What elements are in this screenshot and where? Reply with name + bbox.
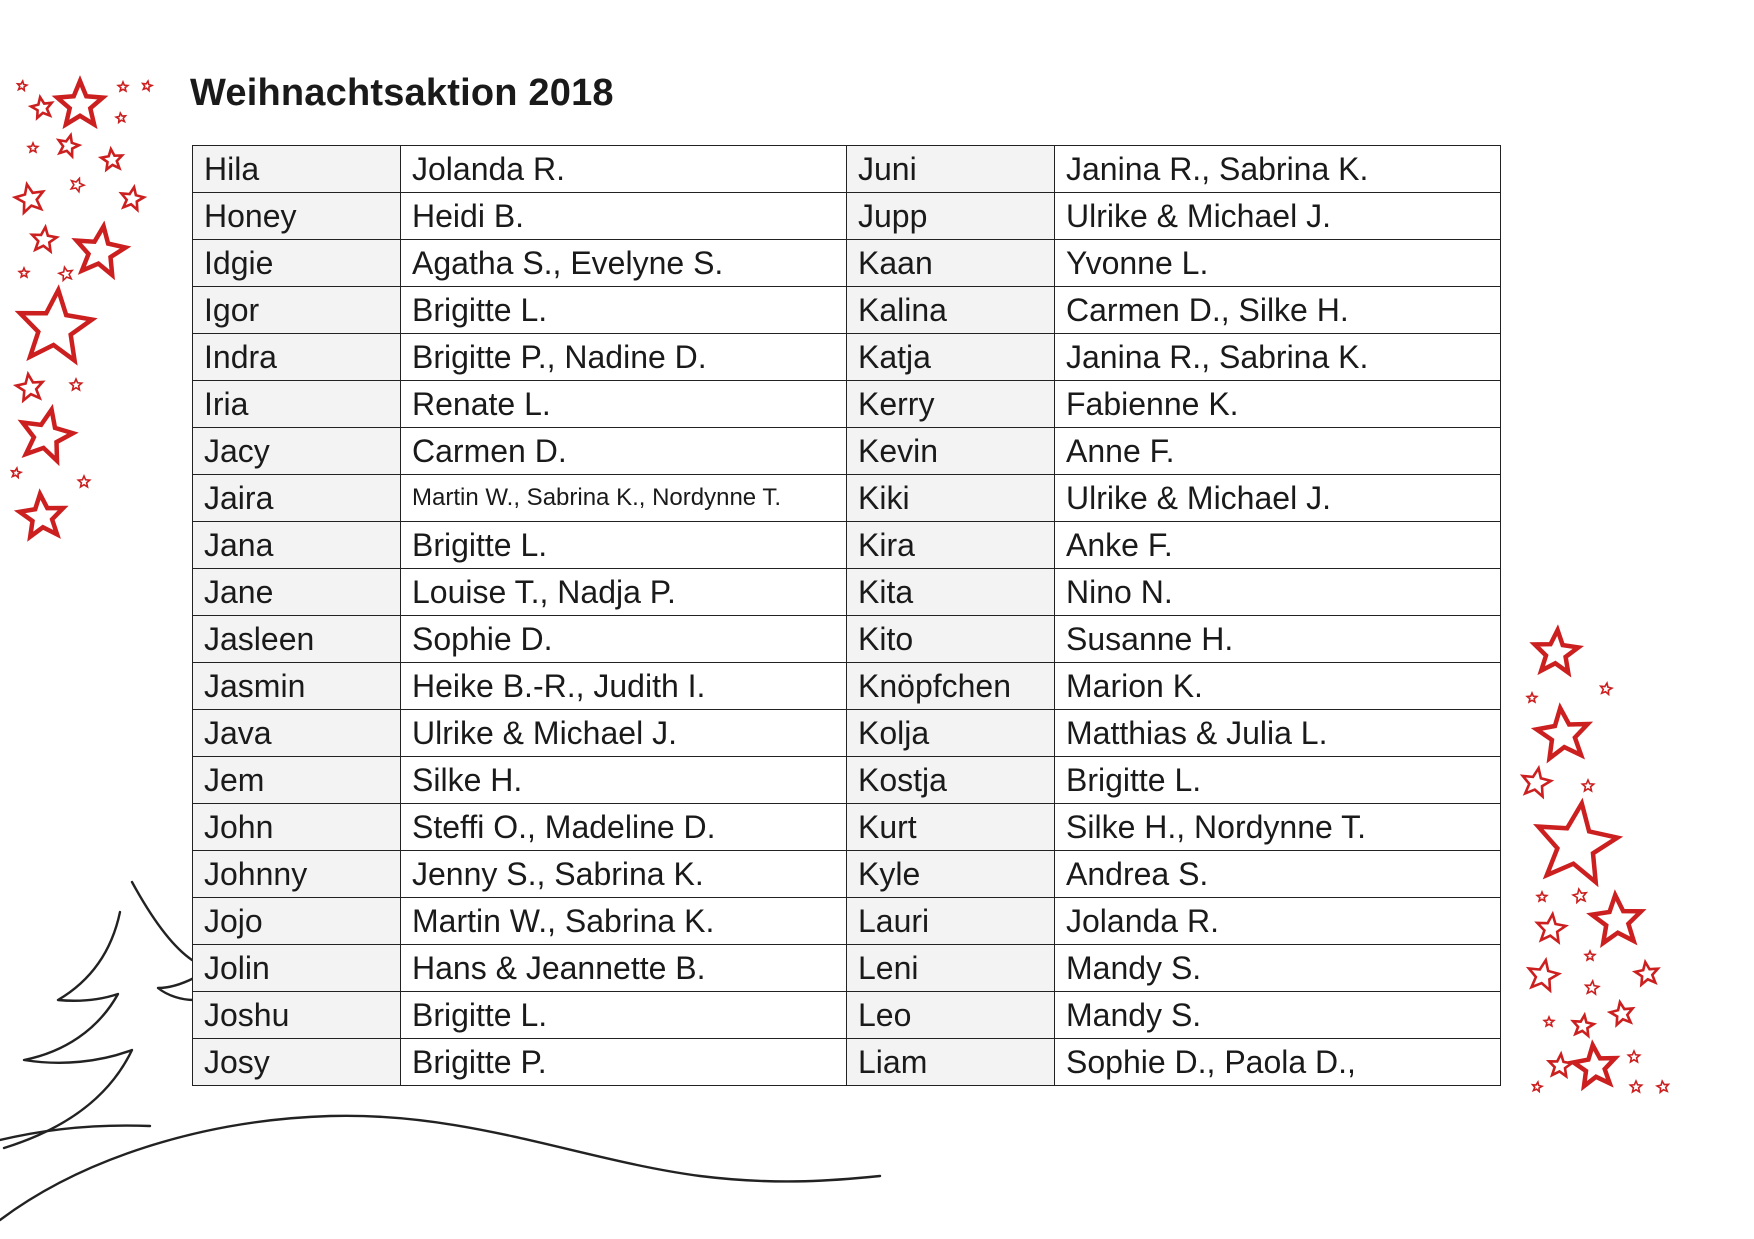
animal-name-cell: Java	[193, 710, 401, 757]
table-row	[193, 898, 1501, 945]
sponsor-names-cell: Brigitte P., Nadine D.	[401, 334, 847, 381]
animal-name-cell: John	[193, 804, 401, 851]
sponsor-names-cell: Mandy S.	[1055, 945, 1501, 992]
star-icon	[59, 135, 79, 156]
sponsor-names-cell: Hans & Jeannette B.	[401, 945, 847, 992]
star-icon	[15, 184, 43, 212]
star-icon	[57, 81, 103, 124]
sponsor-names-cell: Ulrike & Michael J.	[401, 710, 847, 757]
animal-name-cell: Lauri	[847, 898, 1055, 945]
table-row	[193, 710, 1501, 757]
sponsor-names-cell: Andrea S.	[1055, 851, 1501, 898]
star-icon	[118, 82, 128, 91]
table-row	[193, 757, 1501, 804]
sponsor-names-cell: Heike B.-R., Judith I.	[401, 663, 847, 710]
page-title: Weihnachtsaktion 2018	[190, 72, 614, 114]
star-icon	[1628, 1051, 1639, 1062]
animal-name-cell: Kurt	[847, 804, 1055, 851]
table-row	[193, 475, 1501, 522]
table-body	[193, 146, 1501, 1086]
animal-name-cell: Igor	[193, 287, 401, 334]
table-row	[193, 851, 1501, 898]
table-row	[193, 334, 1501, 381]
animal-name-cell: Kito	[847, 616, 1055, 663]
star-icon	[1610, 1002, 1633, 1025]
animal-name-cell: Katja	[847, 334, 1055, 381]
animal-name-cell: Kerry	[847, 381, 1055, 428]
animal-name-cell: Leo	[847, 992, 1055, 1039]
animal-name-cell: Knöpfchen	[847, 663, 1055, 710]
star-icon	[70, 379, 81, 390]
animal-name-cell: Jasmin	[193, 663, 401, 710]
star-icon	[1592, 895, 1641, 943]
star-icon	[1601, 683, 1612, 694]
sponsor-names-cell: Martin W., Sabrina K.	[401, 898, 847, 945]
sponsor-names-cell: Yvonne L.	[1055, 240, 1501, 287]
animal-name-cell: Kyle	[847, 851, 1055, 898]
star-icon	[116, 113, 125, 122]
sponsor-names-cell: Marion K.	[1055, 663, 1501, 710]
sponsor-names-cell: Nino N.	[1055, 569, 1501, 616]
animal-name-cell: Juni	[847, 146, 1055, 193]
sponsor-names-cell: Jenny S., Sabrina K.	[401, 851, 847, 898]
star-icon	[1630, 1081, 1641, 1092]
star-icon	[1533, 1082, 1542, 1091]
sponsor-names-cell: Jolanda R.	[401, 146, 847, 193]
star-icon	[23, 410, 73, 461]
animal-name-cell: Joshu	[193, 992, 401, 1039]
sponsor-names-cell: Brigitte L.	[1055, 757, 1501, 804]
sponsor-names-cell: Mandy S.	[1055, 992, 1501, 1039]
star-icon	[1574, 1045, 1616, 1086]
animal-name-cell: Kevin	[847, 428, 1055, 475]
table-row	[193, 945, 1501, 992]
star-icon	[1586, 981, 1599, 994]
star-icon	[1537, 892, 1547, 901]
table-row	[193, 804, 1501, 851]
sponsor-names-cell: Jolanda R.	[1055, 898, 1501, 945]
star-icon	[18, 81, 27, 90]
star-icon	[1523, 768, 1551, 796]
sponsor-names-cell: Renate L.	[401, 381, 847, 428]
sponsor-names-cell: Brigitte P.	[401, 1039, 847, 1086]
sponsor-names-cell: Ulrike & Michael J.	[1055, 193, 1501, 240]
star-icon	[32, 227, 57, 251]
animal-name-cell: Jojo	[193, 898, 401, 945]
star-icon	[31, 97, 52, 118]
sponsor-names-cell: Fabienne K.	[1055, 381, 1501, 428]
sponsor-names-cell: Carmen D.	[401, 428, 847, 475]
animal-name-cell: Hila	[193, 146, 401, 193]
animal-name-cell: Jasleen	[193, 616, 401, 663]
animal-name-cell: Kaan	[847, 240, 1055, 287]
sponsor-names-cell: Brigitte L.	[401, 287, 847, 334]
star-icon	[1573, 1015, 1594, 1036]
sponsor-names-cell: Carmen D., Silke H.	[1055, 287, 1501, 334]
animal-name-cell: Jane	[193, 569, 401, 616]
star-icon	[59, 267, 72, 280]
star-icon	[1544, 1017, 1554, 1026]
animal-name-cell: Liam	[847, 1039, 1055, 1086]
sponsor-names-cell: Matthias & Julia L.	[1055, 710, 1501, 757]
sponsor-names-cell: Sophie D., Paola D.,	[1055, 1039, 1501, 1086]
sponsor-names-cell: Sophie D.	[401, 616, 847, 663]
animal-name-cell: Kita	[847, 569, 1055, 616]
star-icon	[20, 494, 64, 537]
sponsor-names-cell: Anne F.	[1055, 428, 1501, 475]
sponsor-names-cell: Brigitte L.	[401, 522, 847, 569]
animal-name-cell: Kiki	[847, 475, 1055, 522]
animal-name-cell: Leni	[847, 945, 1055, 992]
table-row	[193, 522, 1501, 569]
star-icon	[28, 143, 38, 152]
animal-name-cell: Jaira	[193, 475, 401, 522]
star-icon	[1537, 708, 1588, 758]
star-icon	[1635, 962, 1658, 985]
animal-name-cell: Jana	[193, 522, 401, 569]
star-icon	[1529, 960, 1559, 990]
animal-name-cell: Kalina	[847, 287, 1055, 334]
star-icon	[101, 149, 122, 169]
sponsor-names-cell: Janina R., Sabrina K.	[1055, 334, 1501, 381]
animal-name-cell: Jupp	[847, 193, 1055, 240]
star-icon	[12, 468, 21, 477]
sponsor-names-cell: Brigitte L.	[401, 992, 847, 1039]
star-icon	[77, 226, 126, 275]
animal-name-cell: Josy	[193, 1039, 401, 1086]
star-icon	[1549, 1054, 1572, 1076]
animal-name-cell: Johnny	[193, 851, 401, 898]
star-icon	[1527, 693, 1537, 702]
star-icon	[20, 290, 92, 361]
table-row	[193, 569, 1501, 616]
table-row	[193, 287, 1501, 334]
star-icon	[1537, 914, 1565, 942]
star-icon	[78, 476, 89, 487]
animal-name-cell: Kolja	[847, 710, 1055, 757]
star-icon	[1535, 630, 1579, 672]
sponsor-names-cell: Susanne H.	[1055, 616, 1501, 663]
table-row	[193, 663, 1501, 710]
sponsor-names-cell: Heidi B.	[401, 193, 847, 240]
star-icon	[1657, 1081, 1668, 1092]
sponsor-names-cell: Janina R., Sabrina K.	[1055, 146, 1501, 193]
star-icon	[1538, 803, 1617, 882]
sponsorship-table	[192, 145, 1501, 1086]
table-row	[193, 193, 1501, 240]
star-icon	[1582, 780, 1593, 791]
animal-name-cell: Indra	[193, 334, 401, 381]
table-row	[193, 1039, 1501, 1086]
sponsor-names-cell: Anke F.	[1055, 522, 1501, 569]
animal-name-cell: Honey	[193, 193, 401, 240]
star-icon	[1585, 951, 1595, 960]
table-row	[193, 146, 1501, 193]
animal-name-cell: Kira	[847, 522, 1055, 569]
animal-name-cell: Kostja	[847, 757, 1055, 804]
star-icon	[121, 187, 143, 210]
sponsor-names-cell: Louise T., Nadja P.	[401, 569, 847, 616]
animal-name-cell: Jem	[193, 757, 401, 804]
sponsor-names-cell: Silke H., Nordynne T.	[1055, 804, 1501, 851]
sponsor-names-cell: Silke H.	[401, 757, 847, 804]
sponsor-names-cell: Agatha S., Evelyne S.	[401, 240, 847, 287]
star-icon	[1573, 889, 1586, 902]
animal-name-cell: Jolin	[193, 945, 401, 992]
sponsor-names-cell: Martin W., Sabrina K., Nordynne T.	[401, 475, 847, 522]
table-row	[193, 428, 1501, 475]
table-row	[193, 616, 1501, 663]
animal-name-cell: Idgie	[193, 240, 401, 287]
animal-name-cell: Jacy	[193, 428, 401, 475]
sponsor-names-cell: Ulrike & Michael J.	[1055, 475, 1501, 522]
table-row	[193, 992, 1501, 1039]
star-icon	[16, 374, 42, 400]
star-icon	[71, 178, 84, 191]
table-row	[193, 240, 1501, 287]
animal-name-cell: Iria	[193, 381, 401, 428]
table-row	[193, 381, 1501, 428]
star-icon	[143, 81, 152, 91]
sponsor-names-cell: Steffi O., Madeline D.	[401, 804, 847, 851]
star-icon	[19, 268, 29, 277]
